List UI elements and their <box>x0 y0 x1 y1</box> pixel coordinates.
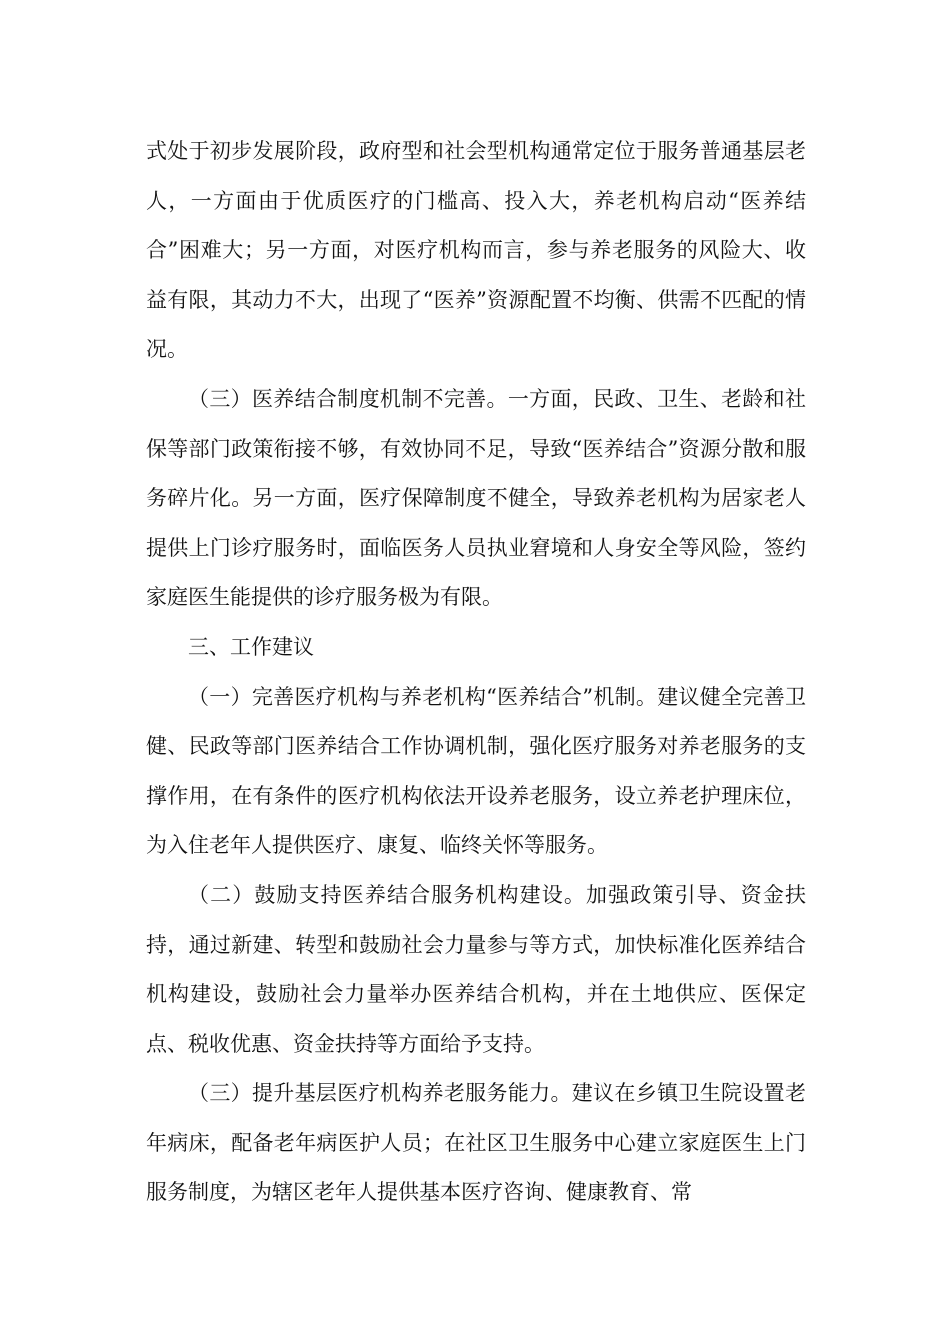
document-body <box>146 127 806 1218</box>
paragraph-section-3-mechanism: （三）医养结合制度机制不完善。一方面，民政、卫生、老龄和社保等部门政策衔接不够，有效协同不足，导致“医养结合”资源分散和服务碎片化。另一方面，医疗保障制度不健全，导致养老机构为居家老人提供上门诊疗服务时，面临医务人员执业窘境和人身安全等风险，签约家庭医生能提供的诊疗服务极为有限。 <box>146 386 806 610</box>
paragraph-suggestion-2: （二）鼓励支持医养结合服务机构建设。加强政策引导、资金扶持，通过新建、转型和鼓励社会力量参与等方式，加快标准化医养结合机构建设，鼓励社会力量举办医养结合机构，并在土地供应、医保定点、税收优惠、资金扶持等方面给予支持。 <box>146 882 806 1056</box>
paragraph-continued-text: 式处于初步发展阶段，政府型和社会型机构通常定位于服务普通基层老人，一方面由于优质医疗的门槛高、投入大，养老机构启动“医养结合”困难大；另一方面，对医疗机构而言，参与养老服务的风险大、收益有限，其动力不大，出现了“医养”资源配置不均衡、供需不匹配的情况。 <box>146 139 806 362</box>
section-heading-work-suggestions: 三、工作建议 <box>188 634 314 659</box>
paragraph-suggestion-1: （一）完善医疗机构与养老机构“医养结合”机制。建议健全完善卫健、民政等部门医养结合工作协调机制，强化医疗服务对养老服务的支撑作用，在有条件的医疗机构依法开设养老服务，设立养老护理床位，为入住老年人提供医疗、康复、临终关怀等服务。 <box>146 684 806 858</box>
paragraph-suggestion-3: （三）提升基层医疗机构养老服务能力。建议在乡镇卫生院设置老年病床，配备老年病医护人员；在社区卫生服务中心建立家庭医生上门服务制度，为辖区老年人提供基本医疗咨询、健康教育、常 <box>146 1081 806 1205</box>
